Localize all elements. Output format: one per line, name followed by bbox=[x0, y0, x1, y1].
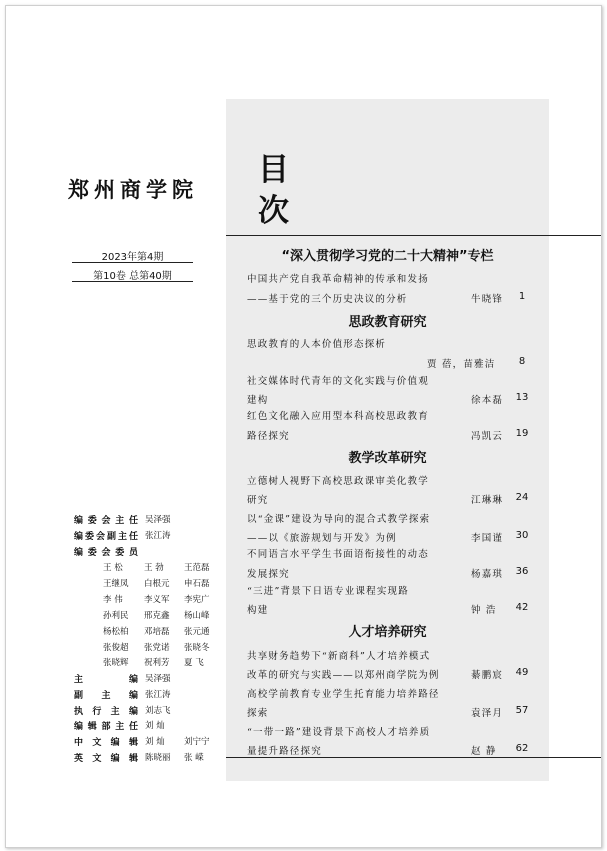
editorial-name: 张江涛 bbox=[145, 690, 171, 700]
issue-divider bbox=[72, 281, 193, 282]
editorial-name: 杨山峰 bbox=[184, 611, 210, 621]
editorial-name: 陈晓丽 bbox=[145, 753, 171, 763]
article-title-line: 共享财务趋势下“新商科”人才培养模式 bbox=[247, 651, 431, 662]
editorial-name: 王继凤 bbox=[103, 579, 129, 589]
editorial-role: 主编 bbox=[74, 675, 138, 685]
article-title-line: 探索 bbox=[247, 708, 269, 719]
editorial-role: 英文编辑 bbox=[74, 754, 138, 764]
editorial-name: 刘志飞 bbox=[145, 706, 171, 716]
article-page: 1 bbox=[518, 291, 526, 302]
editorial-name: 孙利民 bbox=[103, 611, 129, 621]
article-author: 赵 静 bbox=[471, 746, 497, 757]
editorial-name: 张俊超 bbox=[103, 643, 129, 653]
article-title-line: 建构 bbox=[247, 395, 269, 406]
section-title: “深入贯彻学习党的二十大精神”专栏 bbox=[281, 249, 494, 264]
article-author: 徐本磊 bbox=[471, 395, 504, 406]
editorial-name: 刘 灿 bbox=[145, 721, 165, 731]
article-author: 江琳琳 bbox=[471, 495, 504, 506]
article-page: 57 bbox=[515, 705, 529, 716]
editorial-name: 申石磊 bbox=[184, 579, 210, 589]
toc-title-char-2: 次 bbox=[258, 193, 289, 229]
section-title: 思政教育研究 bbox=[348, 315, 427, 330]
article-title-line: 社交媒体时代青年的文化实践与价值观 bbox=[247, 376, 429, 387]
editorial-name: 白根元 bbox=[144, 579, 170, 589]
editorial-name: 张 嵘 bbox=[184, 753, 204, 763]
article-page: 24 bbox=[515, 492, 529, 503]
editorial-name: 吴泽强 bbox=[145, 674, 171, 684]
article-title-line: 立德树人视野下高校思政课审美化教学 bbox=[247, 476, 429, 487]
article-author: 牛晓锋 bbox=[471, 294, 504, 305]
issue-number: 2023年第4期 bbox=[101, 252, 164, 263]
editorial-name: 刘宁宁 bbox=[184, 737, 210, 747]
editorial-name: 张晓冬 bbox=[184, 643, 210, 653]
article-author: 冯凯云 bbox=[471, 431, 504, 442]
article-author: 袁泽月 bbox=[471, 708, 504, 719]
editorial-role: 编委会委员 bbox=[74, 548, 138, 558]
editorial-name: 张元通 bbox=[184, 627, 210, 637]
article-author: 李国谨 bbox=[471, 533, 504, 544]
editorial-name: 王 松 bbox=[103, 563, 123, 573]
article-title-line: “三进”背景下日语专业课程实现路 bbox=[247, 586, 409, 597]
article-page: 19 bbox=[515, 428, 529, 439]
article-title-line: 量提升路径探究 bbox=[247, 746, 322, 757]
article-title-line: 研究 bbox=[247, 495, 269, 506]
editorial-name: 夏 飞 bbox=[184, 658, 204, 668]
editorial-name: 李义军 bbox=[144, 595, 170, 605]
article-title-line: 中国共产党自我革命精神的传承和发扬 bbox=[247, 274, 429, 285]
article-title-line: 思政教育的人本价值形态探析 bbox=[247, 339, 387, 350]
editorial-name: 王范磊 bbox=[184, 563, 210, 573]
article-page: 42 bbox=[515, 602, 529, 613]
article-author: 贾 蓓，苗雅洁 bbox=[427, 359, 496, 370]
editorial-role: 编辑部主任 bbox=[74, 722, 138, 732]
editorial-role: 副主编 bbox=[74, 691, 138, 701]
section-title: 教学改革研究 bbox=[348, 451, 427, 466]
article-author: 杨嘉琪 bbox=[471, 569, 504, 580]
article-page: 36 bbox=[515, 566, 529, 577]
article-page: 62 bbox=[515, 743, 529, 754]
toc-top-rule bbox=[226, 235, 601, 236]
article-title-line: 路径探究 bbox=[247, 431, 290, 442]
editorial-role: 中文编辑 bbox=[74, 738, 138, 748]
editorial-name: 张江涛 bbox=[145, 531, 171, 541]
article-title-line: 以“金课”建设为导向的混合式教学探索 bbox=[247, 514, 431, 525]
section-title: 人才培养研究 bbox=[348, 625, 427, 640]
editorial-name: 张晓辉 bbox=[103, 658, 129, 668]
article-title-line: 红色文化融入应用型本科高校思政教育 bbox=[247, 411, 429, 422]
article-author: 钟 浩 bbox=[471, 605, 497, 616]
article-author: 綦鹏宸 bbox=[471, 670, 504, 681]
editorial-role: 执行主编 bbox=[74, 707, 138, 717]
editorial-role: 编委会副主任 bbox=[74, 532, 138, 542]
article-page: 13 bbox=[515, 392, 529, 403]
article-title-line: “一带一路”建设背景下高校人才培养质 bbox=[247, 727, 431, 738]
editorial-role: 编委会主任 bbox=[74, 516, 138, 526]
volume-number: 第10卷 总第40期 bbox=[93, 271, 172, 282]
article-page: 49 bbox=[515, 667, 529, 678]
issue-divider bbox=[72, 262, 193, 263]
article-page: 8 bbox=[518, 356, 526, 367]
editorial-name: 王 勃 bbox=[144, 563, 164, 573]
editorial-name: 刘 灿 bbox=[145, 737, 165, 747]
article-title-line: 发展探究 bbox=[247, 569, 290, 580]
school-name: 郑州商学院 bbox=[68, 177, 198, 202]
editorial-name: 李 伟 bbox=[103, 595, 123, 605]
editorial-name: 李宪广 bbox=[184, 595, 210, 605]
toc-title-char-1: 目 bbox=[258, 152, 289, 188]
editorial-name: 祝利芳 bbox=[144, 658, 170, 668]
editorial-name: 邓培磊 bbox=[144, 627, 170, 637]
editorial-name: 张党诺 bbox=[144, 643, 170, 653]
article-title-line: 改革的研究与实践——以郑州商学院为例 bbox=[247, 670, 440, 681]
toc-bottom-rule bbox=[226, 757, 601, 758]
editorial-name: 吴泽强 bbox=[145, 515, 171, 525]
article-page: 30 bbox=[515, 530, 529, 541]
article-title-line: 高校学前教育专业学生托育能力培养路径 bbox=[247, 689, 440, 700]
article-title-line: ——以《旅游规划与开发》为例 bbox=[247, 533, 397, 544]
editorial-name: 邢克鑫 bbox=[144, 611, 170, 621]
article-title-line: 不同语言水平学生书面语衔接性的动态 bbox=[247, 549, 429, 560]
article-title-line: ——基于党的三个历史决议的分析 bbox=[247, 294, 408, 305]
editorial-name: 杨松柏 bbox=[103, 627, 129, 637]
article-title-line: 构建 bbox=[247, 605, 269, 616]
